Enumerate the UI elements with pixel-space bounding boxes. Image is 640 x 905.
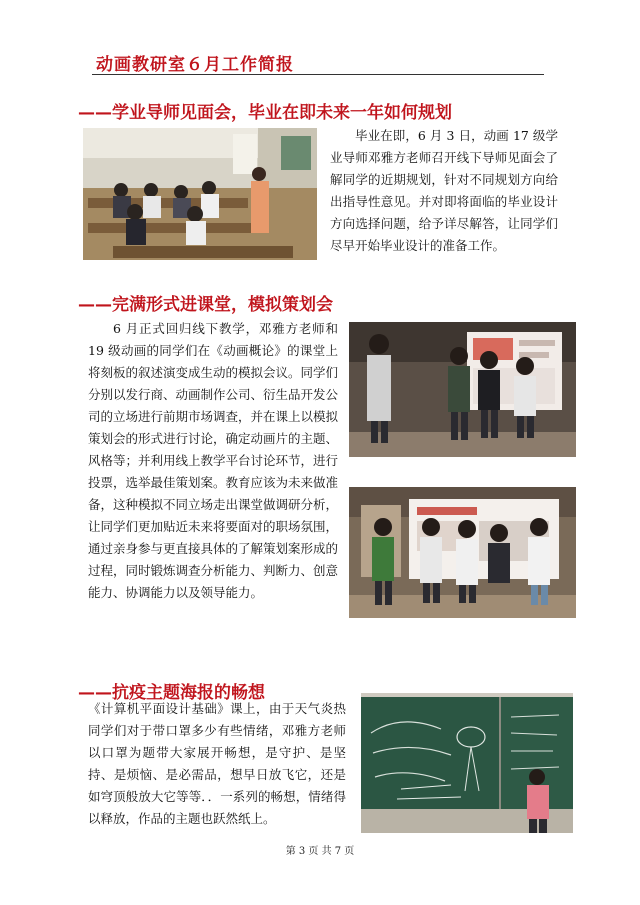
header-divider	[92, 74, 544, 75]
section-1-heading: ——学业导师见面会，毕业在即未来一年如何规划	[78, 103, 452, 123]
section-2-heading: ——完满形式进课堂，模拟策划会	[78, 295, 333, 315]
section-1-paragraph: 毕业在即，6 月 3 日，动画 17 级学业导师邓雅方老师召开线下导师见面会了解同学的近期规划，针对不同规划方向给出指导性意见。并对即将面临的毕业设计方向选择问题，给予详尽解答，让同学们尽早开始毕业设计的准备工作。	[330, 128, 558, 253]
section-3-paragraph: 《计算机平面设计基础》课上，由于天气炎热同学们对于带口罩多少有些情绪，邓雅方老师以口罩为题带大家展开畅想，是守护、是坚持、是烦恼、是必需品，想早日放飞它，还是如穹顶般放大它等等．．一系列的畅想，情绪得以释放，作品的主题也跃然纸上。	[88, 701, 346, 826]
section-3-heading: ——抗疫主题海报的畅想	[78, 683, 265, 703]
blackboard-photo	[361, 693, 573, 833]
page-number: 第 3 页 共 7 页	[285, 846, 355, 857]
report-title: 动画教研室６月工作简报	[96, 55, 294, 75]
section-2-paragraph: 6 月正式回归线下教学，邓雅方老师和 19 级动画的同学们在《动画概论》的课堂上将刻板的叙述演变成生动的模拟会议。同学们分别以发行商、动画制作公司、衍生品开发公司的立场进行前期市场调查，并在课上以模拟策划会的形式进行讨论，确定动画片的主题、风格等；并利用线上教学平台讨论环节，进行投票，选举最佳策划案。教育应该为未来做准备，这种模拟不同立场走出课堂做调研分析，让同学们更加贴近未来将要面对的职场氛围，通过亲身参与更直接具体的了解策划案形成的过程，同时锻炼调查分析能力、判断力、创意能力、协调能力以及领导能力。	[88, 321, 339, 600]
presentation-photo-2	[349, 487, 576, 618]
presentation-photo-1	[349, 322, 576, 457]
classroom-meeting-photo	[83, 128, 317, 260]
